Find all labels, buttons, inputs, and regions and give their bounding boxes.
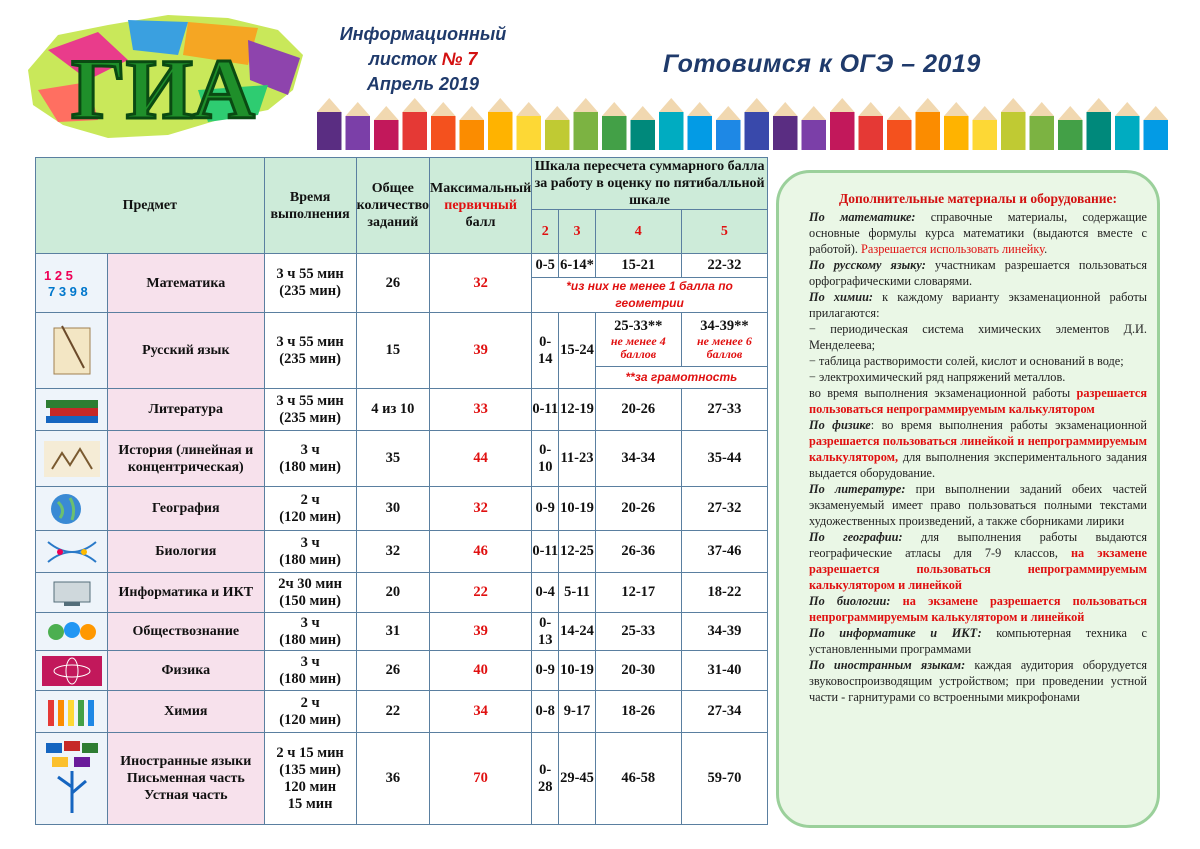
- g2-literature: 0-11: [532, 389, 559, 431]
- history-icon: [36, 431, 108, 487]
- chem-item-2: − таблица растворимости солей, кислот и оснований в воде;: [809, 354, 1124, 368]
- g4-informatics: 12-17: [595, 573, 681, 613]
- pencil-tip: [431, 102, 456, 116]
- pencil-tip: [887, 106, 912, 120]
- pencil-body: [545, 120, 570, 150]
- subject-math: Математика: [108, 254, 265, 313]
- russian-materials: По русскому языку: участникам разрешается пользоваться орфографическими словарями.: [809, 258, 1147, 288]
- subject-languages: Иностранные языки Письменная часть Устная часть: [108, 733, 265, 825]
- literature-materials: По литературе: при выполнении заданий обеих частей экзаменуемый имеет право пользоваться полными текстами художественных произведений, а также сборниками лирики: [809, 482, 1148, 528]
- time-russian: 3 ч 55 мин (235 мин): [264, 313, 356, 389]
- chem-calculator: во время выполнения экзаменационной работы разрешается пользоваться непрограммируемым калькулятором: [809, 386, 1148, 416]
- tasks-russian: 15: [356, 313, 429, 389]
- grade-2: 2: [532, 210, 559, 254]
- max-languages: 70: [430, 733, 532, 825]
- header-max-score-a: Максимальный: [430, 181, 532, 196]
- pencil-body: [830, 112, 855, 150]
- g2-languages: 0-28: [532, 733, 559, 825]
- header-max-score: [430, 158, 532, 254]
- tasks-math: 26: [356, 254, 429, 313]
- g5-geography: 27-32: [681, 487, 767, 531]
- pencil-body: [773, 116, 798, 150]
- g2-informatics: 0-4: [532, 573, 559, 613]
- pencil-tip: [802, 106, 827, 120]
- svg-text:7 3 9 8: 7 3 9 8: [47, 284, 88, 299]
- g4-literature: 20-26: [595, 389, 681, 431]
- pencil-body: [1144, 120, 1169, 150]
- pencil-body: [488, 112, 513, 150]
- pencil-tip: [830, 98, 855, 112]
- max-biology: 46: [430, 531, 532, 573]
- g3-physics: 10-19: [559, 651, 595, 691]
- pencil-tip: [1030, 102, 1055, 116]
- max-history: 44: [430, 431, 532, 487]
- header-tasks: Общее количество заданий: [356, 158, 429, 254]
- pencil-body: [1058, 120, 1083, 150]
- g4-geography: 20-26: [595, 487, 681, 531]
- pencil-tip: [317, 98, 342, 112]
- materials-heading: Дополнительные материалы и оборудование:: [838, 191, 1118, 206]
- info-line2: листок: [368, 49, 437, 69]
- pencil-body: [631, 120, 656, 150]
- pencil-tip: [1001, 98, 1026, 112]
- tasks-geography: 30: [356, 487, 429, 531]
- g4-history: 34-34: [595, 431, 681, 487]
- physics-materials: По физике: во время выполнения работы экзаменационной разрешается пользоваться линейкой и непрограммируемым калькулятором, для выполнения экспериментального задания выдается оборудование.: [809, 418, 1148, 480]
- pencil-tip: [859, 102, 884, 116]
- tasks-literature: 4 из 10: [356, 389, 429, 431]
- materials-panel: [776, 170, 1160, 828]
- math-note: *из них не менее 1 балла по геометрии: [532, 278, 768, 313]
- pencil-body: [973, 120, 998, 150]
- g5-biology: 37-46: [681, 531, 767, 573]
- max-social: 39: [430, 613, 532, 651]
- subject-history: История (линейная и концентрическая): [108, 431, 265, 487]
- pencil-tip: [631, 106, 656, 120]
- grade-3: 3: [559, 210, 595, 254]
- svg-text:1 2 5: 1 2 5: [43, 268, 73, 283]
- pencil-body: [574, 112, 599, 150]
- info-line1: Информационный: [339, 24, 507, 44]
- pencil-tip: [403, 98, 428, 112]
- pencil-body: [716, 120, 741, 150]
- pencil-tip: [716, 106, 741, 120]
- atom-icon: [36, 651, 108, 691]
- pencil-tip: [374, 106, 399, 120]
- pencil-body: [802, 120, 827, 150]
- informatics-materials: По информатике и ИКТ: компьютерная техника с установленными программами: [809, 626, 1147, 656]
- g2-physics: 0-9: [532, 651, 559, 691]
- gia-logo: [18, 10, 308, 150]
- g2-history: 0-10: [532, 431, 559, 487]
- g5-chemistry: 27-34: [681, 691, 767, 733]
- subject-biology: Биология: [108, 531, 265, 573]
- pencil-body: [916, 112, 941, 150]
- languages-materials: По иностранным языкам: каждая аудитория оборудуется звуковоспроизводящим устройством; при проведении устной части - гарнитурами со встроенными микрофонами: [809, 658, 1148, 704]
- pencil-tip: [745, 98, 770, 112]
- info-date: Апрель 2019: [366, 74, 480, 94]
- tasks-social: 31: [356, 613, 429, 651]
- pencil-tip: [488, 98, 513, 112]
- g5-literature: 27-33: [681, 389, 767, 431]
- time-languages: 2 ч 15 мин (135 мин) 120 мин 15 мин: [264, 733, 356, 825]
- g4-social: 25-33: [595, 613, 681, 651]
- math-icon: [36, 254, 108, 313]
- math-materials: По математике: справочные материалы, содержащие основные формулы курса математики (выдаются вместе с работой). Разрешается использовать линейку.: [809, 210, 1147, 256]
- subject-social: Обществознание: [108, 613, 265, 651]
- pencil-tip: [1058, 106, 1083, 120]
- pencil-body: [374, 120, 399, 150]
- pencil-tip: [346, 102, 371, 116]
- flask-icon: [36, 691, 108, 733]
- g3-math: 6-14*: [559, 254, 595, 278]
- max-math: 32: [430, 254, 532, 313]
- pencil-tip: [545, 106, 570, 120]
- pencil-body: [887, 120, 912, 150]
- pencil-tip: [517, 102, 542, 116]
- chem-item-3: − электрохимический ряд напряжений металлов.: [809, 370, 1066, 384]
- pencil-body: [1030, 116, 1055, 150]
- pencil-tip: [602, 102, 627, 116]
- max-chemistry: 34: [430, 691, 532, 733]
- subject-geography: География: [108, 487, 265, 531]
- max-russian: 39: [430, 313, 532, 389]
- time-biology: 3 ч (180 мин): [264, 531, 356, 573]
- pencil-tip: [1115, 102, 1140, 116]
- pencil-body: [346, 116, 371, 150]
- subject-chemistry: Химия: [108, 691, 265, 733]
- literature-icon: [36, 389, 108, 431]
- biology-materials: По биологии: на экзамене разрешается пользоваться непрограммируемым калькулятором и линейкой: [809, 594, 1147, 624]
- g2-russian: 0-14: [532, 313, 559, 389]
- g2-math: 0-5: [532, 254, 559, 278]
- tasks-history: 35: [356, 431, 429, 487]
- g4-physics: 20-30: [595, 651, 681, 691]
- tasks-informatics: 20: [356, 573, 429, 613]
- page-title: Готовимся к ОГЭ – 2019: [663, 50, 981, 78]
- pencil-tip: [973, 106, 998, 120]
- flags-icon: [36, 733, 108, 825]
- header-subject: Предмет: [36, 158, 265, 254]
- time-history: 3 ч (180 мин): [264, 431, 356, 487]
- pencil-body: [602, 116, 627, 150]
- g4-russian: 25-33** не менее 4 баллов: [595, 313, 681, 367]
- dna-icon: [36, 531, 108, 573]
- subject-physics: Физика: [108, 651, 265, 691]
- g4-languages: 46-58: [595, 733, 681, 825]
- pencil-body: [403, 112, 428, 150]
- g2-geography: 0-9: [532, 487, 559, 531]
- pencil-body: [745, 112, 770, 150]
- tasks-physics: 26: [356, 651, 429, 691]
- pencil-body: [659, 112, 684, 150]
- computer-icon: [36, 573, 108, 613]
- g4-biology: 26-36: [595, 531, 681, 573]
- pencil-body: [517, 116, 542, 150]
- g5-physics: 31-40: [681, 651, 767, 691]
- g3-history: 11-23: [559, 431, 595, 487]
- subject-informatics: Информатика и ИКТ: [108, 573, 265, 613]
- g5-russian: 34-39** не менее 6 баллов: [681, 313, 767, 367]
- header-time: Время выполнения: [264, 158, 356, 254]
- max-informatics: 22: [430, 573, 532, 613]
- pencil-tip: [944, 102, 969, 116]
- g5-history: 35-44: [681, 431, 767, 487]
- time-informatics: 2ч 30 мин (150 мин): [264, 573, 356, 613]
- pencil-body: [431, 116, 456, 150]
- g3-chemistry: 9-17: [559, 691, 595, 733]
- pencils-banner: [315, 80, 1170, 150]
- pencil-tip: [773, 102, 798, 116]
- g3-social: 14-24: [559, 613, 595, 651]
- tasks-chemistry: 22: [356, 691, 429, 733]
- grade-4: 4: [595, 210, 681, 254]
- svg-text:ГИА: ГИА: [71, 41, 255, 137]
- g2-social: 0-13: [532, 613, 559, 651]
- pencil-tip: [1087, 98, 1112, 112]
- max-literature: 33: [430, 389, 532, 431]
- time-math: 3 ч 55 мин (235 мин): [264, 254, 356, 313]
- grade-5: 5: [681, 210, 767, 254]
- g5-math: 22-32: [681, 254, 767, 278]
- chem-item-1: − периодическая система химических элементов Д.И. Менделеева;: [809, 322, 1147, 352]
- pencil-body: [859, 116, 884, 150]
- pencil-tip: [688, 102, 713, 116]
- pencil-body: [944, 116, 969, 150]
- russian-icon: [36, 313, 108, 389]
- pencil-body: [317, 112, 342, 150]
- pencil-tip: [916, 98, 941, 112]
- header-max-score-b: первичный: [444, 198, 517, 213]
- g2-biology: 0-11: [532, 531, 559, 573]
- time-social: 3 ч (180 мин): [264, 613, 356, 651]
- g4-math: 15-21: [595, 254, 681, 278]
- pencil-body: [1115, 116, 1140, 150]
- subject-russian: Русский язык: [108, 313, 265, 389]
- pencil-body: [1087, 112, 1112, 150]
- subject-literature: Литература: [108, 389, 265, 431]
- pencil-tip: [574, 98, 599, 112]
- globe-icon: [36, 487, 108, 531]
- g4-russian-note: не менее 4 баллов: [610, 334, 666, 361]
- g5-informatics: 18-22: [681, 573, 767, 613]
- g3-biology: 12-25: [559, 531, 595, 573]
- chemistry-materials: По химии: к каждому варианту экзаменационной работы прилагаются:: [809, 290, 1148, 320]
- max-geography: 32: [430, 487, 532, 531]
- max-physics: 40: [430, 651, 532, 691]
- g5-languages: 59-70: [681, 733, 767, 825]
- g3-informatics: 5-11: [559, 573, 595, 613]
- pencil-tip: [659, 98, 684, 112]
- g3-geography: 10-19: [559, 487, 595, 531]
- info-number: № 7: [441, 49, 478, 69]
- time-geography: 2 ч (120 мин): [264, 487, 356, 531]
- society-icon: [36, 613, 108, 651]
- g3-languages: 29-45: [559, 733, 595, 825]
- russian-note: **за грамотность: [595, 367, 767, 389]
- tasks-languages: 36: [356, 733, 429, 825]
- pencil-body: [1001, 112, 1026, 150]
- pencil-tip: [1144, 106, 1169, 120]
- header-scale: Шкала пересчета суммарного балла за работу в оценку по пятибалльной шкале: [532, 158, 768, 210]
- exam-table: [35, 157, 768, 825]
- geography-materials: По географии: для выполнения работы выдаются географические атласы для 7-9 классов, на экзамене разрешается пользоваться непрограммируемым калькулятором и линейкой: [809, 530, 1147, 592]
- header-max-score-c: балл: [465, 215, 496, 230]
- g3-literature: 12-19: [559, 389, 595, 431]
- g4-chemistry: 18-26: [595, 691, 681, 733]
- pencil-body: [460, 120, 485, 150]
- tasks-biology: 32: [356, 531, 429, 573]
- time-physics: 3 ч (180 мин): [264, 651, 356, 691]
- g2-chemistry: 0-8: [532, 691, 559, 733]
- time-chemistry: 2 ч (120 мин): [264, 691, 356, 733]
- g3-russian: 15-24: [559, 313, 595, 389]
- pencil-tip: [460, 106, 485, 120]
- pencil-body: [688, 116, 713, 150]
- g5-russian-note: не менее 6 баллов: [696, 334, 752, 361]
- time-literature: 3 ч 55 мин (235 мин): [264, 389, 356, 431]
- g5-social: 34-39: [681, 613, 767, 651]
